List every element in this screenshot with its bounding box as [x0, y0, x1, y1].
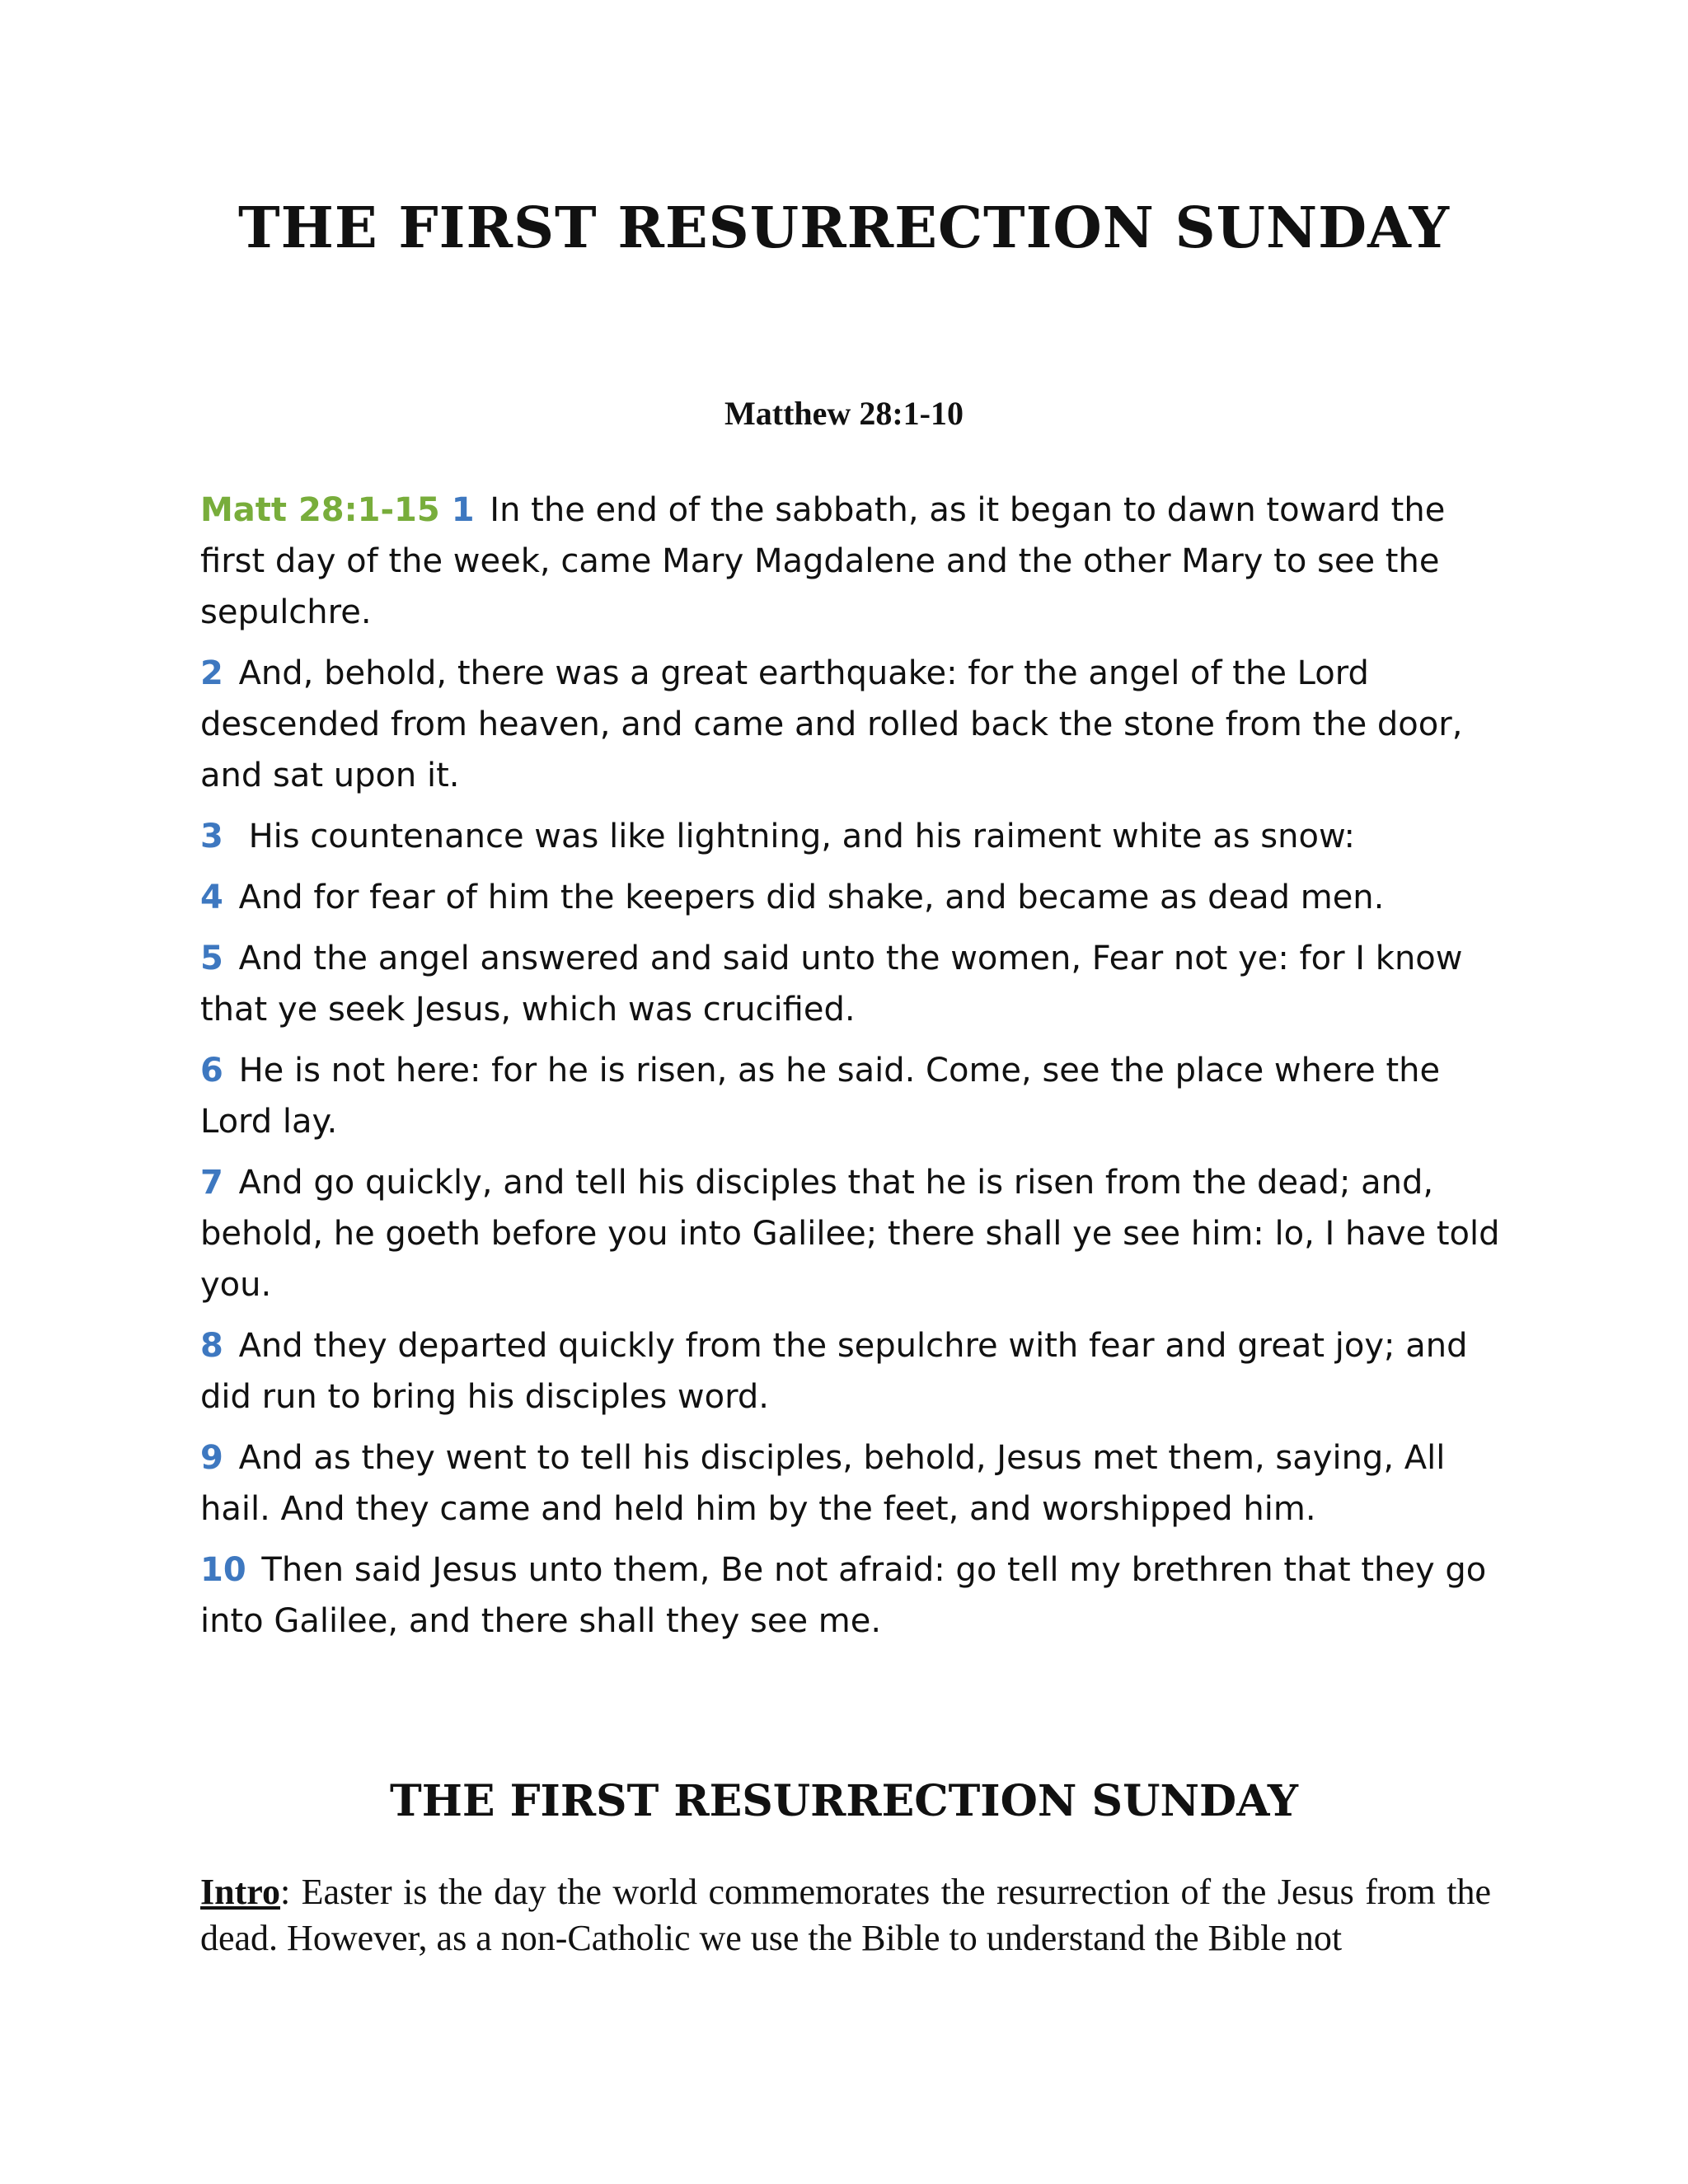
verse-8 [200, 1320, 1503, 1422]
verse-7 [200, 1157, 1503, 1310]
verse-4 [200, 872, 1503, 923]
document-title: THE FIRST RESURRECTION SUNDAY [238, 195, 1450, 261]
verse-number: 1 [451, 491, 475, 529]
verse-text: And the angel answered and said unto the women, Fear not ye: for I know that ye seek Jesus, which was crucified. [200, 940, 1463, 1029]
verse-number: 9 [200, 1439, 223, 1477]
verse-3 [200, 811, 1503, 862]
verse-6 [200, 1045, 1503, 1147]
verse-1 [200, 485, 1503, 638]
verse-number: 8 [200, 1327, 223, 1365]
verse-number: 5 [200, 940, 223, 977]
verse-text: Then said Jesus unto them, Be not afraid: go tell my brethren that they go into Galilee, and there shall they see me. [200, 1551, 1487, 1640]
verse-text: And, behold, there was a great earthquake: for the angel of the Lord descended from heaven, and came and rolled back the stone from the door, and sat upon it. [200, 654, 1463, 794]
verse-text: And as they went to tell his disciples, behold, Jesus met them, saying, All hail. And they came and held him by the feet, and worshipped him. [200, 1439, 1446, 1528]
verse-number: 7 [200, 1164, 223, 1202]
scripture-passage [200, 485, 1503, 1657]
scripture-reference-label: Matt 28:1-15 [200, 491, 440, 529]
intro-text: : Easter is the day the world commemorates the resurrection of the Jesus from the dead. However, as a non-Catholic we use the Bible to understand the Bible not [200, 1872, 1491, 1958]
verse-text: And they departed quickly from the sepulchre with fear and great joy; and did run to bring his disciples word. [200, 1327, 1468, 1416]
verse-number: 6 [200, 1052, 223, 1090]
verse-5 [200, 933, 1503, 1035]
verse-2 [200, 648, 1503, 801]
verse-text: And go quickly, and tell his disciples that he is risen from the dead; and, behold, he goeth before you into Galilee; there shall ye see him: lo, I have told you. [200, 1164, 1500, 1304]
verse-number: 2 [200, 654, 223, 692]
verse-number: 4 [200, 879, 223, 916]
verse-number: 10 [200, 1551, 246, 1589]
verse-text: In the end of the sabbath, as it began to dawn toward the first day of the week, came Mary Magdalene and the other Mary to see the sepulchre. [200, 491, 1446, 631]
section-title: THE FIRST RESURRECTION SUNDAY [390, 1776, 1298, 1826]
verse-9 [200, 1432, 1503, 1535]
verse-text: His countenance was like lightning, and his raiment white as snow: [248, 818, 1355, 855]
passage-reference: Matthew 28:1-10 [724, 395, 964, 432]
verse-text: And for fear of him the keepers did shake, and became as dead men. [238, 879, 1385, 916]
intro-label: Intro [200, 1872, 280, 1912]
verse-number: 3 [200, 818, 223, 855]
intro-paragraph [200, 1869, 1491, 1961]
verse-text: He is not here: for he is risen, as he said. Come, see the place where the Lord lay. [200, 1052, 1441, 1141]
verse-10 [200, 1544, 1503, 1647]
